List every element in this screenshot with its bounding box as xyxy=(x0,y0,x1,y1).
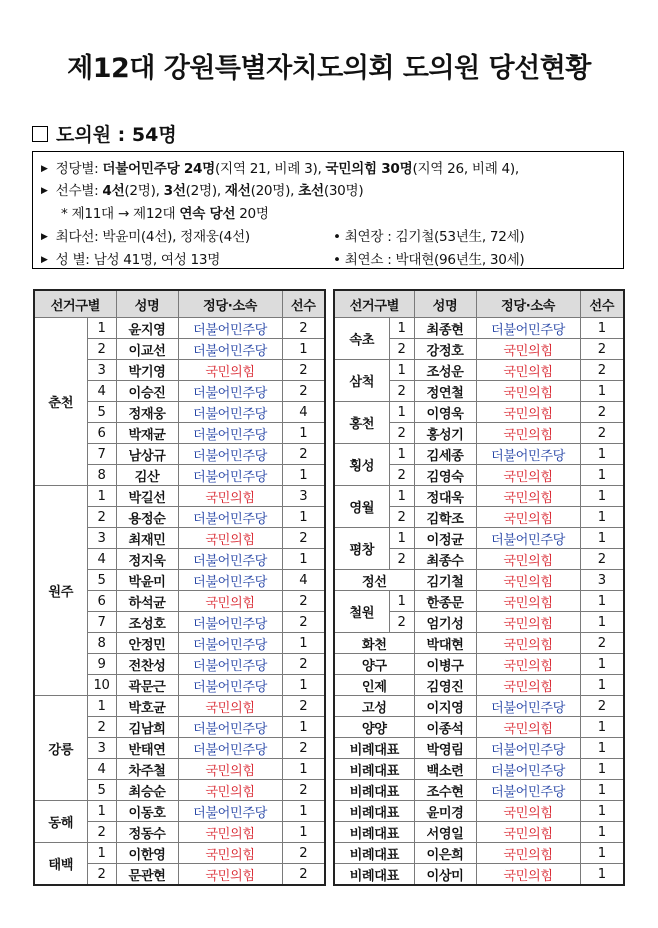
terms-cell: 1 xyxy=(282,675,325,696)
district-cell: 양양 xyxy=(334,717,414,738)
name-cell: 정동수 xyxy=(116,822,178,843)
triangle-bullet-icon: ▶ xyxy=(41,255,48,265)
party-cell: 국민의힘 xyxy=(476,843,580,864)
name-cell: 홍성기 xyxy=(414,423,476,444)
district-cell: 비례대표 xyxy=(334,843,414,864)
terms-cell: 1 xyxy=(580,822,624,843)
name-cell: 문관현 xyxy=(116,864,178,886)
seat-number-cell: 1 xyxy=(389,591,414,612)
party-cell: 국민의힘 xyxy=(178,360,282,381)
name-cell: 엄기성 xyxy=(414,612,476,633)
table-row xyxy=(334,822,624,843)
terms-cell: 1 xyxy=(282,759,325,780)
name-cell: 차주철 xyxy=(116,759,178,780)
name-cell: 윤미경 xyxy=(414,801,476,822)
seat-number-cell: 2 xyxy=(87,717,116,738)
name-cell: 한종문 xyxy=(414,591,476,612)
header-district: 선거구별 xyxy=(334,290,414,318)
table-row xyxy=(34,486,325,507)
name-cell: 이교선 xyxy=(116,339,178,360)
seat-number-cell: 1 xyxy=(87,486,116,507)
seat-number-cell: 2 xyxy=(87,864,116,886)
name-cell: 반태연 xyxy=(116,738,178,759)
district-cell: 횡성 xyxy=(334,444,389,486)
table-row xyxy=(334,717,624,738)
name-cell: 김학조 xyxy=(414,507,476,528)
district-cell: 평창 xyxy=(334,528,389,570)
name-cell: 조성운 xyxy=(414,360,476,381)
district-cell: 비례대표 xyxy=(334,801,414,822)
triangle-bullet-icon: ▶ xyxy=(41,186,48,196)
party-cell: 국민의힘 xyxy=(476,864,580,886)
seat-number-cell: 5 xyxy=(87,570,116,591)
terms-cell: 2 xyxy=(282,843,325,864)
name-cell: 이은희 xyxy=(414,843,476,864)
header-district: 선거구별 xyxy=(34,290,116,318)
name-cell: 용정순 xyxy=(116,507,178,528)
terms-cell: 1 xyxy=(282,465,325,486)
bullet-dot-icon: • xyxy=(333,252,341,268)
terms-cell: 1 xyxy=(580,864,624,886)
table-row xyxy=(334,696,624,717)
header-party: 정당·소속 xyxy=(476,290,580,318)
name-cell: 박윤미 xyxy=(116,570,178,591)
party-cell: 더불어민주당 xyxy=(178,633,282,654)
terms-cell: 2 xyxy=(282,696,325,717)
party-cell: 국민의힘 xyxy=(476,339,580,360)
seat-number-cell: 1 xyxy=(389,528,414,549)
name-cell: 이승진 xyxy=(116,381,178,402)
terms-cell: 1 xyxy=(580,381,624,402)
seat-number-cell: 8 xyxy=(87,633,116,654)
terms-cell: 1 xyxy=(580,612,624,633)
terms-cell: 1 xyxy=(282,549,325,570)
terms-cell: 4 xyxy=(282,402,325,423)
seat-number-cell: 5 xyxy=(87,402,116,423)
name-cell: 최승순 xyxy=(116,780,178,801)
terms-cell: 1 xyxy=(282,801,325,822)
terms-cell: 1 xyxy=(580,507,624,528)
seat-number-cell: 2 xyxy=(389,549,414,570)
terms-cell: 2 xyxy=(580,423,624,444)
district-cell: 비례대표 xyxy=(334,864,414,886)
party-cell: 더불어민주당 xyxy=(178,318,282,339)
seat-number-cell: 4 xyxy=(87,381,116,402)
seat-number-cell: 7 xyxy=(87,612,116,633)
name-cell: 이영욱 xyxy=(414,402,476,423)
party-cell: 국민의힘 xyxy=(476,633,580,654)
terms-cell: 1 xyxy=(580,738,624,759)
table-row xyxy=(334,318,624,339)
page-title: 제12대 강원특별자치도의회 도의원 당선현황 xyxy=(67,53,591,84)
name-cell: 김남희 xyxy=(116,717,178,738)
terms-cell: 2 xyxy=(580,339,624,360)
party-cell: 국민의힘 xyxy=(476,486,580,507)
table-header-row xyxy=(334,290,624,318)
summary-oldest: • 최연장 : 김기철(53년生, 72세) xyxy=(333,229,525,245)
seat-number-cell: 1 xyxy=(87,696,116,717)
terms-cell: 1 xyxy=(580,444,624,465)
party-cell: 더불어민주당 xyxy=(178,717,282,738)
table-row xyxy=(34,843,325,864)
district-cell: 태백 xyxy=(34,843,87,886)
party-cell: 국민의힘 xyxy=(178,591,282,612)
terms-cell: 2 xyxy=(282,360,325,381)
party-cell: 국민의힘 xyxy=(178,864,282,886)
terms-cell: 1 xyxy=(282,633,325,654)
terms-cell: 2 xyxy=(580,633,624,654)
party-cell: 더불어민주당 xyxy=(476,528,580,549)
party-cell: 국민의힘 xyxy=(178,486,282,507)
summary-line-consecutive: * 제11대 → 제12대 연속 당선 20명 xyxy=(61,206,269,222)
triangle-bullet-icon: ▶ xyxy=(41,164,48,174)
name-cell: 김영숙 xyxy=(414,465,476,486)
terms-cell: 2 xyxy=(282,738,325,759)
table-row xyxy=(334,486,624,507)
seat-number-cell: 2 xyxy=(389,423,414,444)
district-cell: 정선 xyxy=(334,570,414,591)
name-cell: 이상미 xyxy=(414,864,476,886)
terms-cell: 1 xyxy=(580,675,624,696)
name-cell: 곽문근 xyxy=(116,675,178,696)
party-cell: 국민의힘 xyxy=(476,822,580,843)
terms-cell: 2 xyxy=(580,549,624,570)
terms-cell: 2 xyxy=(282,444,325,465)
name-cell: 윤지영 xyxy=(116,318,178,339)
table-row xyxy=(34,696,325,717)
summary-line-gender: ▶ 성 별: 남성 41명, 여성 13명 xyxy=(41,252,221,268)
header-name: 성명 xyxy=(414,290,476,318)
bullet-dot-icon: • xyxy=(333,229,341,245)
seat-number-cell: 1 xyxy=(389,402,414,423)
party-cell: 국민의힘 xyxy=(476,801,580,822)
terms-cell: 2 xyxy=(282,591,325,612)
district-cell: 춘천 xyxy=(34,318,87,486)
table-row xyxy=(34,318,325,339)
terms-cell: 1 xyxy=(580,591,624,612)
terms-cell: 1 xyxy=(282,822,325,843)
party-cell: 국민의힘 xyxy=(476,507,580,528)
party-cell: 국민의힘 xyxy=(476,423,580,444)
left-results-table xyxy=(33,289,326,886)
district-cell: 화천 xyxy=(334,633,414,654)
name-cell: 하석균 xyxy=(116,591,178,612)
seat-number-cell: 2 xyxy=(87,339,116,360)
terms-cell: 2 xyxy=(282,381,325,402)
header-terms: 선수 xyxy=(580,290,624,318)
seat-number-cell: 3 xyxy=(87,360,116,381)
seat-number-cell: 1 xyxy=(389,486,414,507)
district-cell: 비례대표 xyxy=(334,780,414,801)
seat-number-cell: 2 xyxy=(87,507,116,528)
district-cell: 강릉 xyxy=(34,696,87,801)
party-cell: 더불어민주당 xyxy=(178,402,282,423)
terms-cell: 1 xyxy=(580,318,624,339)
terms-cell: 1 xyxy=(580,528,624,549)
terms-cell: 1 xyxy=(580,654,624,675)
terms-cell: 1 xyxy=(282,423,325,444)
party-cell: 더불어민주당 xyxy=(178,507,282,528)
party-cell: 더불어민주당 xyxy=(178,339,282,360)
seat-number-cell: 1 xyxy=(389,444,414,465)
header-party: 정당·소속 xyxy=(178,290,282,318)
party-cell: 더불어민주당 xyxy=(178,801,282,822)
name-cell: 김영진 xyxy=(414,675,476,696)
name-cell: 남상규 xyxy=(116,444,178,465)
party-cell: 국민의힘 xyxy=(476,360,580,381)
name-cell: 최재민 xyxy=(116,528,178,549)
seat-number-cell: 2 xyxy=(389,465,414,486)
seat-number-cell: 2 xyxy=(389,381,414,402)
party-cell: 더불어민주당 xyxy=(178,738,282,759)
name-cell: 이종석 xyxy=(414,717,476,738)
checkbox-square-icon xyxy=(32,126,48,142)
seat-number-cell: 4 xyxy=(87,549,116,570)
seat-number-cell: 1 xyxy=(87,318,116,339)
seat-number-cell: 3 xyxy=(87,738,116,759)
table-row xyxy=(334,843,624,864)
party-cell: 더불어민주당 xyxy=(476,738,580,759)
district-cell: 인제 xyxy=(334,675,414,696)
party-cell: 더불어민주당 xyxy=(178,549,282,570)
party-cell: 더불어민주당 xyxy=(178,423,282,444)
name-cell: 정지욱 xyxy=(116,549,178,570)
party-cell: 국민의힘 xyxy=(178,759,282,780)
seat-number-cell: 5 xyxy=(87,780,116,801)
party-cell: 국민의힘 xyxy=(476,717,580,738)
district-cell: 철원 xyxy=(334,591,389,633)
table-row xyxy=(334,780,624,801)
summary-line-terms: ▶ 선수별: 4선(2명), 3선(2명), 재선(20명), 초선(30명) xyxy=(41,183,364,199)
party-cell: 국민의힘 xyxy=(476,654,580,675)
right-results-table xyxy=(333,289,625,886)
table-row xyxy=(334,360,624,381)
district-cell: 비례대표 xyxy=(334,822,414,843)
terms-cell: 1 xyxy=(282,339,325,360)
name-cell: 백소련 xyxy=(414,759,476,780)
party-cell: 더불어민주당 xyxy=(178,444,282,465)
party-cell: 국민의힘 xyxy=(178,780,282,801)
terms-cell: 1 xyxy=(282,717,325,738)
party-cell: 더불어민주당 xyxy=(178,675,282,696)
table-row xyxy=(334,528,624,549)
name-cell: 전찬성 xyxy=(116,654,178,675)
terms-cell: 2 xyxy=(282,528,325,549)
district-cell: 삼척 xyxy=(334,360,389,402)
name-cell: 이병구 xyxy=(414,654,476,675)
party-cell: 국민의힘 xyxy=(178,696,282,717)
section-label: 도의원 : 54명 xyxy=(56,124,177,146)
name-cell: 박기영 xyxy=(116,360,178,381)
seat-number-cell: 1 xyxy=(389,360,414,381)
terms-cell: 2 xyxy=(580,360,624,381)
party-cell: 국민의힘 xyxy=(476,675,580,696)
seat-number-cell: 10 xyxy=(87,675,116,696)
table-row xyxy=(334,444,624,465)
terms-cell: 2 xyxy=(282,780,325,801)
terms-cell: 1 xyxy=(580,780,624,801)
name-cell: 김세종 xyxy=(414,444,476,465)
name-cell: 이지영 xyxy=(414,696,476,717)
party-cell: 더불어민주당 xyxy=(178,612,282,633)
party-cell: 국민의힘 xyxy=(476,381,580,402)
name-cell: 박재균 xyxy=(116,423,178,444)
summary-line-party: ▶ 정당별: 더불어민주당 24명(지역 21, 비례 3), 국민의힘 30명(지역 26, 비례 4), xyxy=(41,161,519,177)
terms-cell: 1 xyxy=(282,507,325,528)
seat-number-cell: 9 xyxy=(87,654,116,675)
district-cell: 고성 xyxy=(334,696,414,717)
table-row xyxy=(334,759,624,780)
seat-number-cell: 4 xyxy=(87,759,116,780)
header-terms: 선수 xyxy=(282,290,325,318)
party-cell: 국민의힘 xyxy=(476,570,580,591)
seat-number-cell: 2 xyxy=(87,822,116,843)
seat-number-cell: 2 xyxy=(389,339,414,360)
district-cell: 비례대표 xyxy=(334,759,414,780)
summary-youngest: • 최연소 : 박대현(96년生, 30세) xyxy=(333,252,525,268)
summary-line-most-terms: ▶ 최다선: 박윤미(4선), 정재웅(4선) xyxy=(41,229,250,245)
terms-cell: 4 xyxy=(282,570,325,591)
table-row xyxy=(334,738,624,759)
party-cell: 더불어민주당 xyxy=(178,570,282,591)
name-cell: 조성호 xyxy=(116,612,178,633)
party-cell: 국민의힘 xyxy=(178,843,282,864)
table-row xyxy=(334,402,624,423)
table-header-row xyxy=(34,290,325,318)
terms-cell: 1 xyxy=(580,801,624,822)
name-cell: 최종현 xyxy=(414,318,476,339)
party-cell: 더불어민주당 xyxy=(476,444,580,465)
party-cell: 국민의힘 xyxy=(476,591,580,612)
table-row xyxy=(334,801,624,822)
seat-number-cell: 1 xyxy=(87,801,116,822)
district-cell: 양구 xyxy=(334,654,414,675)
name-cell: 박호균 xyxy=(116,696,178,717)
name-cell: 박대현 xyxy=(414,633,476,654)
terms-cell: 2 xyxy=(580,696,624,717)
name-cell: 이동호 xyxy=(116,801,178,822)
district-cell: 속초 xyxy=(334,318,389,360)
name-cell: 이한영 xyxy=(116,843,178,864)
seat-number-cell: 2 xyxy=(389,507,414,528)
name-cell: 정연철 xyxy=(414,381,476,402)
name-cell: 안정민 xyxy=(116,633,178,654)
section-heading xyxy=(32,120,177,147)
table-row xyxy=(334,570,624,591)
name-cell: 정재웅 xyxy=(116,402,178,423)
terms-cell: 2 xyxy=(282,654,325,675)
table-row xyxy=(334,633,624,654)
party-cell: 국민의힘 xyxy=(476,612,580,633)
header-name: 성명 xyxy=(116,290,178,318)
seat-number-cell: 8 xyxy=(87,465,116,486)
terms-cell: 2 xyxy=(282,318,325,339)
name-cell: 이정균 xyxy=(414,528,476,549)
terms-cell: 1 xyxy=(580,465,624,486)
seat-number-cell: 2 xyxy=(389,612,414,633)
party-cell: 더불어민주당 xyxy=(178,381,282,402)
table-row xyxy=(334,654,624,675)
party-cell: 더불어민주당 xyxy=(178,654,282,675)
district-cell: 동해 xyxy=(34,801,87,843)
terms-cell: 1 xyxy=(580,843,624,864)
name-cell: 김기철 xyxy=(414,570,476,591)
party-cell: 더불어민주당 xyxy=(476,696,580,717)
name-cell: 박길선 xyxy=(116,486,178,507)
party-cell: 더불어민주당 xyxy=(476,780,580,801)
seat-number-cell: 7 xyxy=(87,444,116,465)
terms-cell: 1 xyxy=(580,717,624,738)
seat-number-cell: 1 xyxy=(87,843,116,864)
party-cell: 더불어민주당 xyxy=(476,759,580,780)
name-cell: 서영일 xyxy=(414,822,476,843)
terms-cell: 1 xyxy=(580,486,624,507)
name-cell: 김산 xyxy=(116,465,178,486)
table-row xyxy=(334,864,624,886)
name-cell: 정대욱 xyxy=(414,486,476,507)
party-cell: 국민의힘 xyxy=(476,465,580,486)
party-cell: 더불어민주당 xyxy=(476,318,580,339)
terms-cell: 2 xyxy=(580,402,624,423)
terms-cell: 3 xyxy=(282,486,325,507)
seat-number-cell: 6 xyxy=(87,423,116,444)
table-row xyxy=(334,591,624,612)
seat-number-cell: 3 xyxy=(87,528,116,549)
seat-number-cell: 1 xyxy=(389,318,414,339)
name-cell: 조수현 xyxy=(414,780,476,801)
triangle-bullet-icon: ▶ xyxy=(41,232,48,242)
terms-cell: 2 xyxy=(282,864,325,886)
name-cell: 박영림 xyxy=(414,738,476,759)
terms-cell: 3 xyxy=(580,570,624,591)
name-cell: 최종수 xyxy=(414,549,476,570)
party-cell: 국민의힘 xyxy=(476,549,580,570)
district-cell: 비례대표 xyxy=(334,738,414,759)
table-row xyxy=(34,801,325,822)
terms-cell: 2 xyxy=(282,612,325,633)
party-cell: 국민의힘 xyxy=(178,822,282,843)
party-cell: 국민의힘 xyxy=(476,402,580,423)
name-cell: 강정호 xyxy=(414,339,476,360)
district-cell: 홍천 xyxy=(334,402,389,444)
district-cell: 영월 xyxy=(334,486,389,528)
district-cell: 원주 xyxy=(34,486,87,696)
seat-number-cell: 6 xyxy=(87,591,116,612)
party-cell: 더불어민주당 xyxy=(178,465,282,486)
table-row xyxy=(334,675,624,696)
party-cell: 국민의힘 xyxy=(178,528,282,549)
summary-box xyxy=(32,151,624,269)
terms-cell: 1 xyxy=(580,759,624,780)
